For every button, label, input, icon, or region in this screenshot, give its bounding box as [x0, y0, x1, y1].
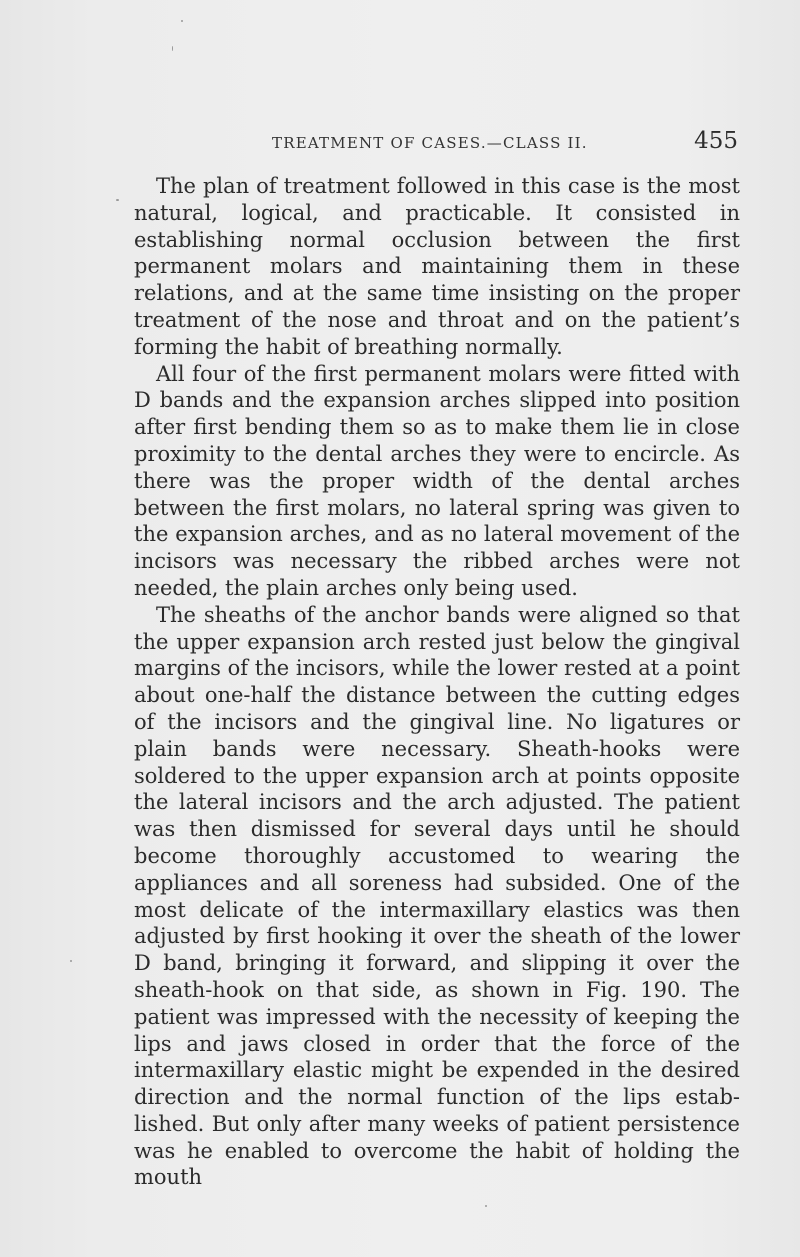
- paper-speck: [181, 20, 183, 22]
- page-number: 455: [694, 128, 738, 154]
- paragraph-2: All four of the first permanent molars were fitted with D bands and the expansion arches slipped into position after first bending them so as to make them lie in close proximity to the dental arches they were to encircle. As there was the proper width of the dental arches between the first molars, no lateral spring was given to the expansion arches, and as no lateral movement of the incisors was necessary the ribbed arches were not needed, the plain arches only being used.: [134, 361, 740, 600]
- body-text: [134, 173, 740, 1191]
- running-head: TREATMENT OF CASES.—CLASS II.: [272, 134, 588, 152]
- paper-speck: [172, 46, 173, 51]
- paper-speck: [116, 199, 119, 201]
- page-header: [134, 128, 740, 158]
- paragraph-3: The sheaths of the anchor bands were aligned so that the upper expansion arch rested just below the gingival margins of the incisors, while the lower rested at a point about one-half the distance between the cutting edges of the incisors and the gingival line. No ligatures or plain bands were necessary. Sheath-hooks were soldered to the upper expansion arch at points opposite the lateral incisors and the arch adjusted. The patient was then dismissed for several days until he should become thoroughly accustomed to wearing the appliances and all soreness had subsided. One of the most delicate of the intermaxillary elastics was then adjusted by first hooking it over the sheath of the lower D band, bringing it forward, and slipping it over the sheath-hook on that side, as shown in Fig. 190. The patient was impressed with the necessity of keeping the lips and jaws closed in order that the force of the intermaxillary elastic might be expended in the desired direction and the normal function of the lips established. But only after many weeks of patient persistence was he enabled to overcome the habit of holding the mouth: [134, 602, 740, 1190]
- paper-speck: [485, 1205, 487, 1207]
- paper-speck: [70, 960, 72, 962]
- paragraph-1: The plan of treatment followed in this case is the most natural, logical, and practicable. It consisted in establishing normal occlusion between the first permanent molars and maintaining them in these relations, and at the same time insisting on the proper treatment of the nose and throat and on the patient’s forming the habit of breathing normally.: [134, 174, 740, 359]
